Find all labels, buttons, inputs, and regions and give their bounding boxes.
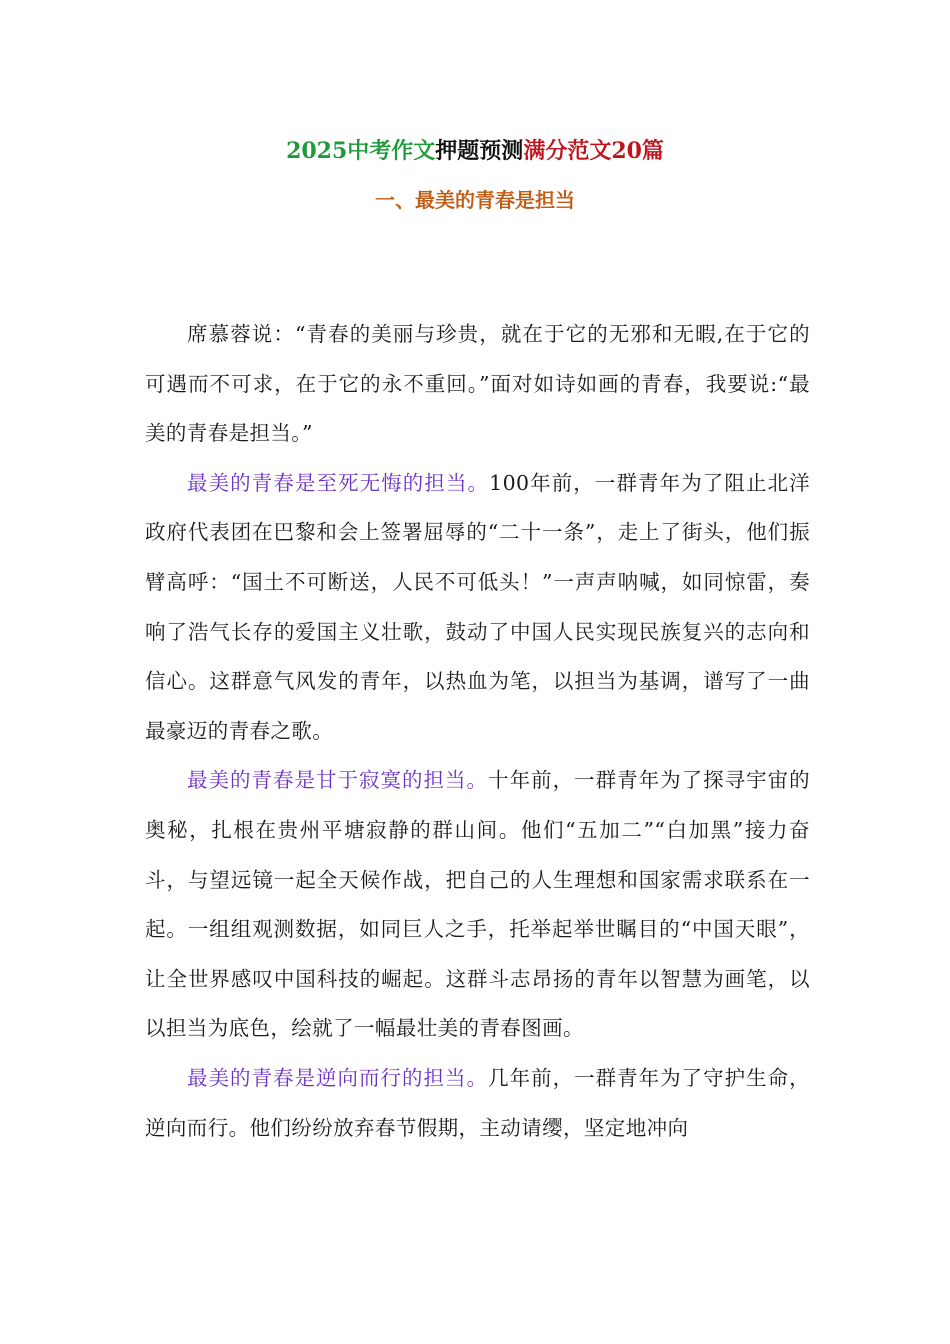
- paragraph-text: 100年前，一群青年为了阻止北洋政府代表团在巴黎和会上签署屈辱的“二十一条”，走上了街头，他们振臂高呼：“国土不可断送，人民不可低头！”一声声呐喊，如同惊雷，奏响了浩气长存的爱国主义壮歌，鼓动了中国人民实现民族复兴的志向和信心。这群意气风发的青年，以热血为笔，以担当为基调，谱写了一曲最豪迈的青春之歌。: [145, 470, 811, 743]
- paragraph-lead: 最美的青春是甘于寂寞的担当。: [187, 768, 489, 793]
- section-heading: 一、最美的青春是担当: [375, 188, 575, 212]
- title-part-red: 满分范文20篇: [523, 138, 664, 164]
- paragraph-3: [145, 756, 810, 1054]
- paragraph-lead: 最美的青春是至死无悔的担当。: [187, 470, 490, 495]
- paragraph-lead: 最美的青春是逆向而行的担当。: [187, 1065, 489, 1090]
- paragraph-text: 席慕蓉说：“青春的美丽与珍贵，就在于它的无邪和无暇,在于它的可遇而不可求，在于它的永不重回。”面对如诗如画的青春，我要说:“最美的青春是担当。”: [145, 322, 810, 446]
- document-title: [0, 136, 950, 166]
- paragraph-4: [145, 1054, 810, 1153]
- paragraph-text: 十年前，一群青年为了探寻宇宙的奥秘，扎根在贵州平塘寂静的群山间。他们“五加二”“白加黑”接力奋斗，与望远镜一起全天候作战，把自己的人生理想和国家需求联系在一起。一组组观测数据，如同巨人之手，托举起举世瞩目的“中国天眼”，让全世界感叹中国科技的崛起。这群斗志昂扬的青年以智慧为画笔，以以担当为底色，绘就了一幅最壮美的青春图画。: [145, 768, 810, 1041]
- essay-body: [145, 310, 810, 1153]
- paragraph-text: 几年前，一群青年为了守护生命，逆向而行。他们纷纷放弃春节假期，主动请缨，坚定地冲向: [145, 1065, 810, 1140]
- paragraph-1: [145, 310, 810, 459]
- title-part-green: 2025中考作文: [286, 138, 436, 164]
- title-part-black: 押题预测: [435, 138, 524, 164]
- paragraph-2: [145, 459, 810, 757]
